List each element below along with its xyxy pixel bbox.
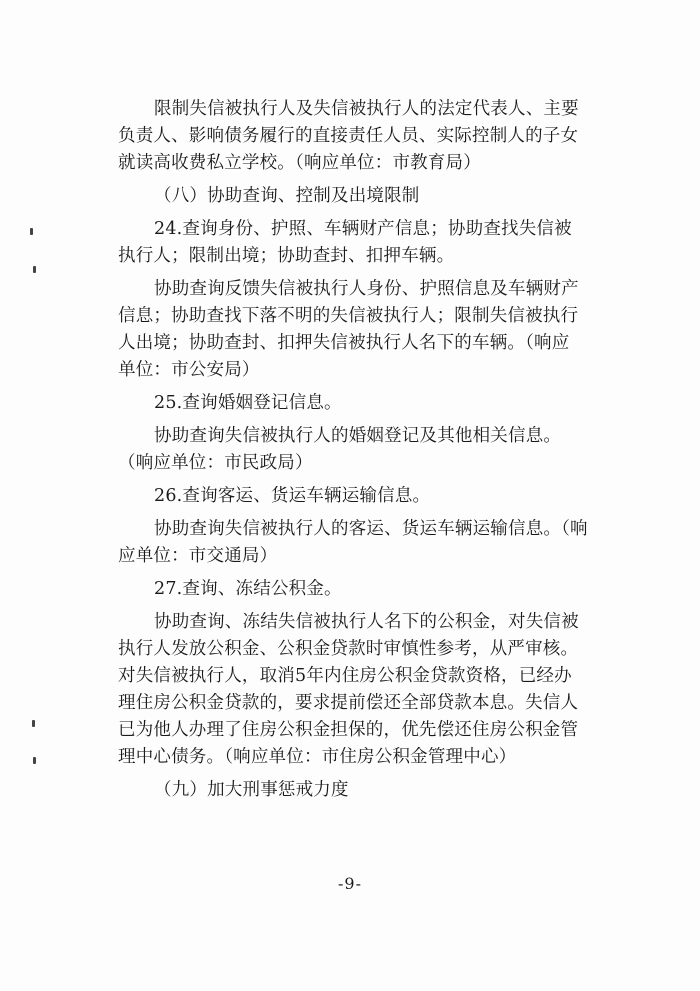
scan-mark — [33, 757, 36, 764]
paragraph-line: 应单位：市交通局） — [118, 546, 278, 566]
item-heading-27: 27.查询、冻结公积金。 — [154, 579, 342, 599]
scan-mark — [32, 720, 35, 727]
paragraph-line: 负责人、影响债务履行的直接责任人员、实际控制人的子女 — [118, 126, 579, 146]
paragraph-line: 理中心债务。（响应单位：市住房公积金管理中心） — [118, 747, 517, 767]
item-heading-25: 25.查询婚姻登记信息。 — [154, 393, 342, 413]
paragraph-line: 执行人发放公积金、公积金贷款时审慎性参考，从严审核。 — [118, 639, 579, 659]
paragraph-line: 信息；协助查找下落不明的失信被执行人；限制失信被执行 — [118, 306, 579, 326]
paragraph-line: 已为他人办理了住房公积金担保的，优先偿还住房公积金管 — [118, 720, 579, 740]
paragraph-line: 人出境；协助查封、扣押失信被执行人名下的车辆。（响应 — [118, 333, 570, 353]
paragraph-line: 协助查询、冻结失信被执行人名下的公积金，对失信被 — [154, 612, 579, 632]
document-body — [118, 96, 594, 804]
paragraph-line: 理住房公积金贷款的，要求提前偿还全部贷款本息。失信人 — [118, 693, 579, 713]
scan-mark — [30, 228, 33, 235]
page-number: -9- — [338, 874, 362, 893]
paragraph-line: 协助查询失信被执行人的婚姻登记及其他相关信息。 — [154, 426, 562, 446]
paragraph-line: 单位：市公安局） — [118, 360, 260, 380]
paragraph-line: 就读高收费私立学校。（响应单位：市教育局） — [118, 153, 481, 173]
section-heading-9: （九）加大刑事惩戒力度 — [154, 780, 349, 800]
item-heading-24-cont: 执行人；限制出境；协助查封、扣押车辆。 — [118, 246, 455, 266]
scan-mark — [33, 266, 36, 273]
paragraph-line: （响应单位：市民政局） — [118, 453, 313, 473]
paragraph-line: 限制失信被执行人及失信被执行人的法定代表人、主要 — [154, 99, 579, 119]
item-heading-24: 24.查询身份、护照、车辆财产信息；协助查找失信被 — [154, 219, 572, 239]
paragraph-line: 协助查询失信被执行人的客运、货运车辆运输信息。（响 — [154, 519, 588, 539]
paragraph-line: 协助查询反馈失信被执行人身份、护照信息及车辆财产 — [154, 279, 579, 299]
section-heading-8: （八）协助查询、控制及出境限制 — [154, 186, 420, 206]
item-heading-26: 26.查询客运、货运车辆运输信息。 — [154, 486, 431, 506]
paragraph-line: 对失信被执行人，取消5年内住房公积金贷款资格，已经办 — [118, 666, 572, 686]
